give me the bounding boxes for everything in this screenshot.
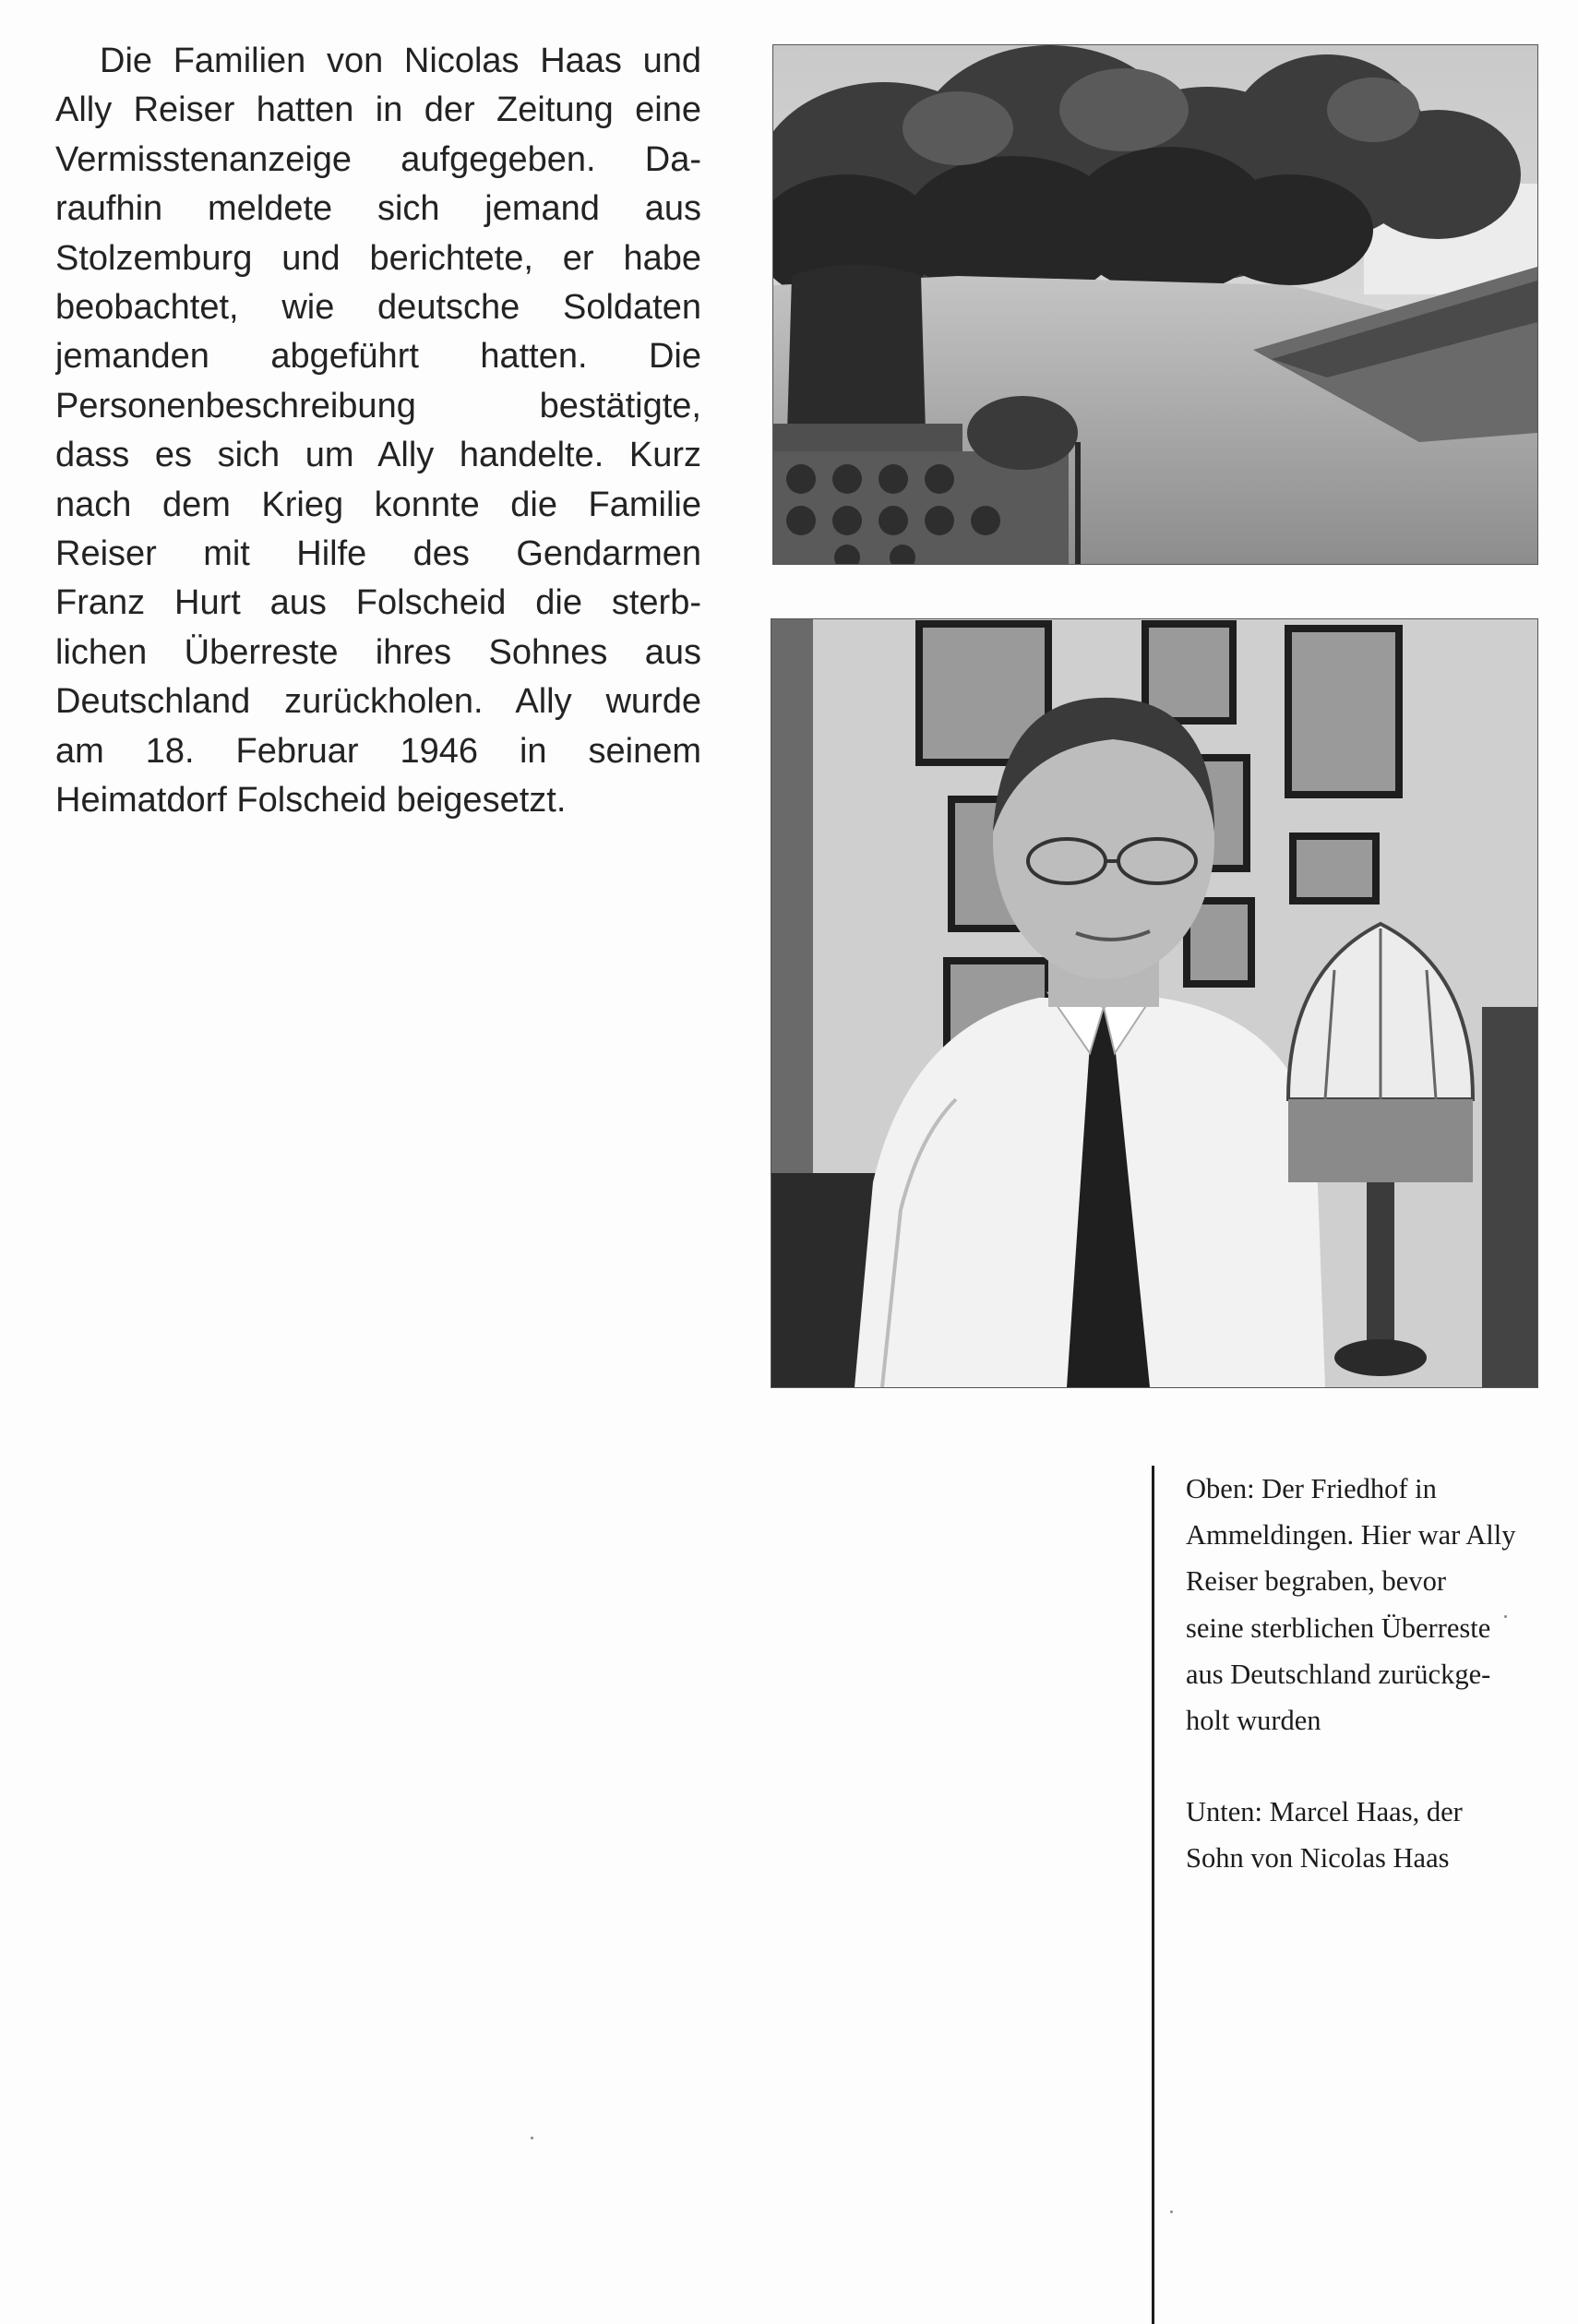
body-line: raufhin meldete sich jemand aus: [55, 189, 701, 229]
body-paragraph: [55, 37, 701, 826]
caption-line: Ammeldingen. Hier war Ally: [1186, 1519, 1516, 1551]
cemetery-photo: [772, 44, 1538, 565]
body-line: lichen Überreste ihres Sohnes aus: [55, 632, 701, 672]
body-line: am 18. Februar 1946 in seinem: [55, 731, 701, 771]
body-line: nach dem Krieg konnte die Familie: [55, 485, 701, 524]
body-line: Ally Reiser hatten in der Zeitung eine: [55, 90, 701, 130]
caption-bottom: [1186, 1789, 1555, 1881]
caption-line: holt wurden: [1186, 1705, 1321, 1737]
body-line: Deutschland zurückholen. Ally wurde: [55, 682, 701, 722]
body-line: Stolzemburg und berichtete, er habe: [55, 238, 701, 278]
caption-line: Sohn von Nicolas Haas: [1186, 1842, 1450, 1875]
caption-line: seine sterblichen Überreste: [1186, 1611, 1491, 1644]
caption-line: Unten: Marcel Haas, der: [1186, 1796, 1463, 1827]
body-line: Reiser mit Hilfe des Gendarmen: [55, 534, 701, 574]
portrait-photo: [771, 618, 1538, 1388]
body-line: beobachtet, wie deutsche Soldaten: [55, 288, 701, 328]
body-line: Heimatdorf Folscheid beigesetzt.: [55, 781, 567, 821]
caption-line: Reiser begraben, bevor: [1186, 1565, 1447, 1598]
caption-divider: [1152, 1466, 1154, 2324]
caption-line: Oben: Der Friedhof in: [1186, 1473, 1437, 1504]
body-line: Personenbeschreibung bestätigte,: [55, 386, 701, 425]
caption-top: [1186, 1466, 1555, 1743]
body-line: Vermisstenanzeige aufgegeben. Da-: [55, 139, 701, 179]
body-line: Franz Hurt aus Folscheid die sterb-: [55, 583, 701, 623]
caption-line: aus Deutschland zurückge-: [1186, 1658, 1491, 1690]
body-line: dass es sich um Ally handelte. Kurz: [55, 436, 701, 475]
body-line: jemanden abgeführt hatten. Die: [55, 337, 701, 377]
body-line: Die Familien von Nicolas Haas und: [100, 42, 701, 80]
